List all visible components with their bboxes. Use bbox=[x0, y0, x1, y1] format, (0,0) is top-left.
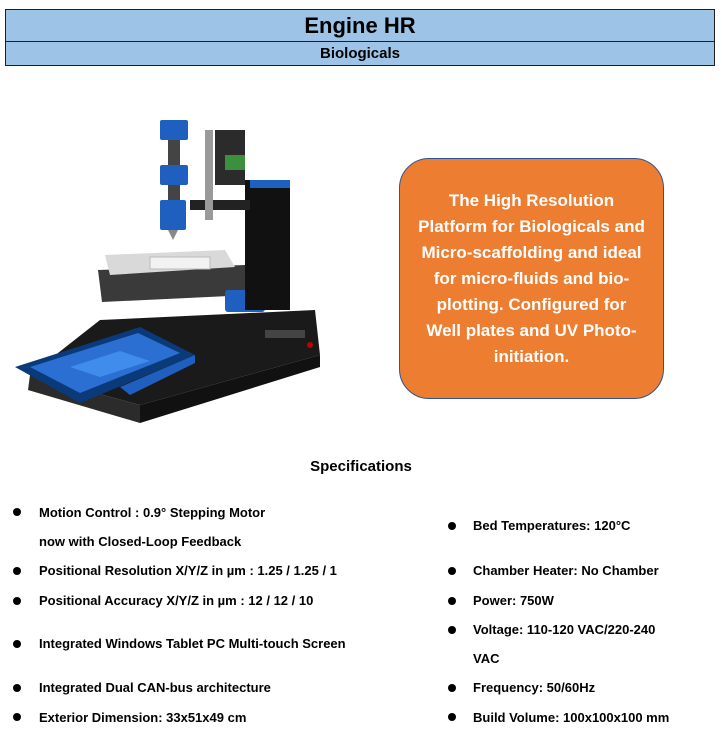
spec-item: Voltage: 110-120 VAC/220-240 bbox=[473, 622, 656, 637]
bullet-icon bbox=[448, 626, 456, 634]
bullet-icon bbox=[13, 713, 21, 721]
callout-text: The High Resolution Platform for Biologicals and Micro-scaffolding and ideal for micro-fluids and bio-plotting. Configured for Well plates and UV Photo-initiation. bbox=[418, 190, 645, 366]
spec-item: Chamber Heater: No Chamber bbox=[473, 563, 659, 578]
page-title: Engine HR bbox=[5, 9, 715, 42]
spec-item: Bed Temperatures: 120°C bbox=[473, 518, 631, 533]
spec-item: Integrated Windows Tablet PC Multi-touch Screen bbox=[39, 636, 346, 651]
bullet-icon bbox=[13, 567, 21, 575]
bullet-icon bbox=[13, 508, 21, 516]
bullet-icon bbox=[448, 597, 456, 605]
spec-item: Power: 750W bbox=[473, 593, 554, 608]
spec-item: Build Volume: 100x100x100 mm bbox=[473, 710, 670, 725]
bullet-icon bbox=[13, 597, 21, 605]
spec-item-continued: now with Closed-Loop Feedback bbox=[39, 534, 242, 549]
spec-item: Integrated Dual CAN-bus architecture bbox=[39, 680, 271, 695]
bullet-icon bbox=[13, 684, 21, 692]
printer-image bbox=[10, 105, 330, 430]
spec-item-continued: VAC bbox=[473, 651, 500, 666]
bullet-icon bbox=[448, 522, 456, 530]
bullet-icon bbox=[448, 684, 456, 692]
spec-item: Exterior Dimension: 33x51x49 cm bbox=[39, 710, 247, 725]
spec-item: Positional Resolution X/Y/Z in µm : 1.25 / 1.25 / 1 bbox=[39, 563, 337, 578]
spec-item: Positional Accuracy X/Y/Z in µm : 12 / 12 / 10 bbox=[39, 593, 314, 608]
page-subtitle: Biologicals bbox=[5, 41, 715, 66]
bullet-icon bbox=[448, 567, 456, 575]
description-callout bbox=[399, 158, 664, 399]
bullet-icon bbox=[13, 640, 21, 648]
bullet-icon bbox=[448, 713, 456, 721]
spec-item: Motion Control : 0.9° Stepping Motor bbox=[39, 505, 266, 520]
specifications-heading: Specifications bbox=[310, 458, 412, 475]
spec-item: Frequency: 50/60Hz bbox=[473, 680, 596, 695]
